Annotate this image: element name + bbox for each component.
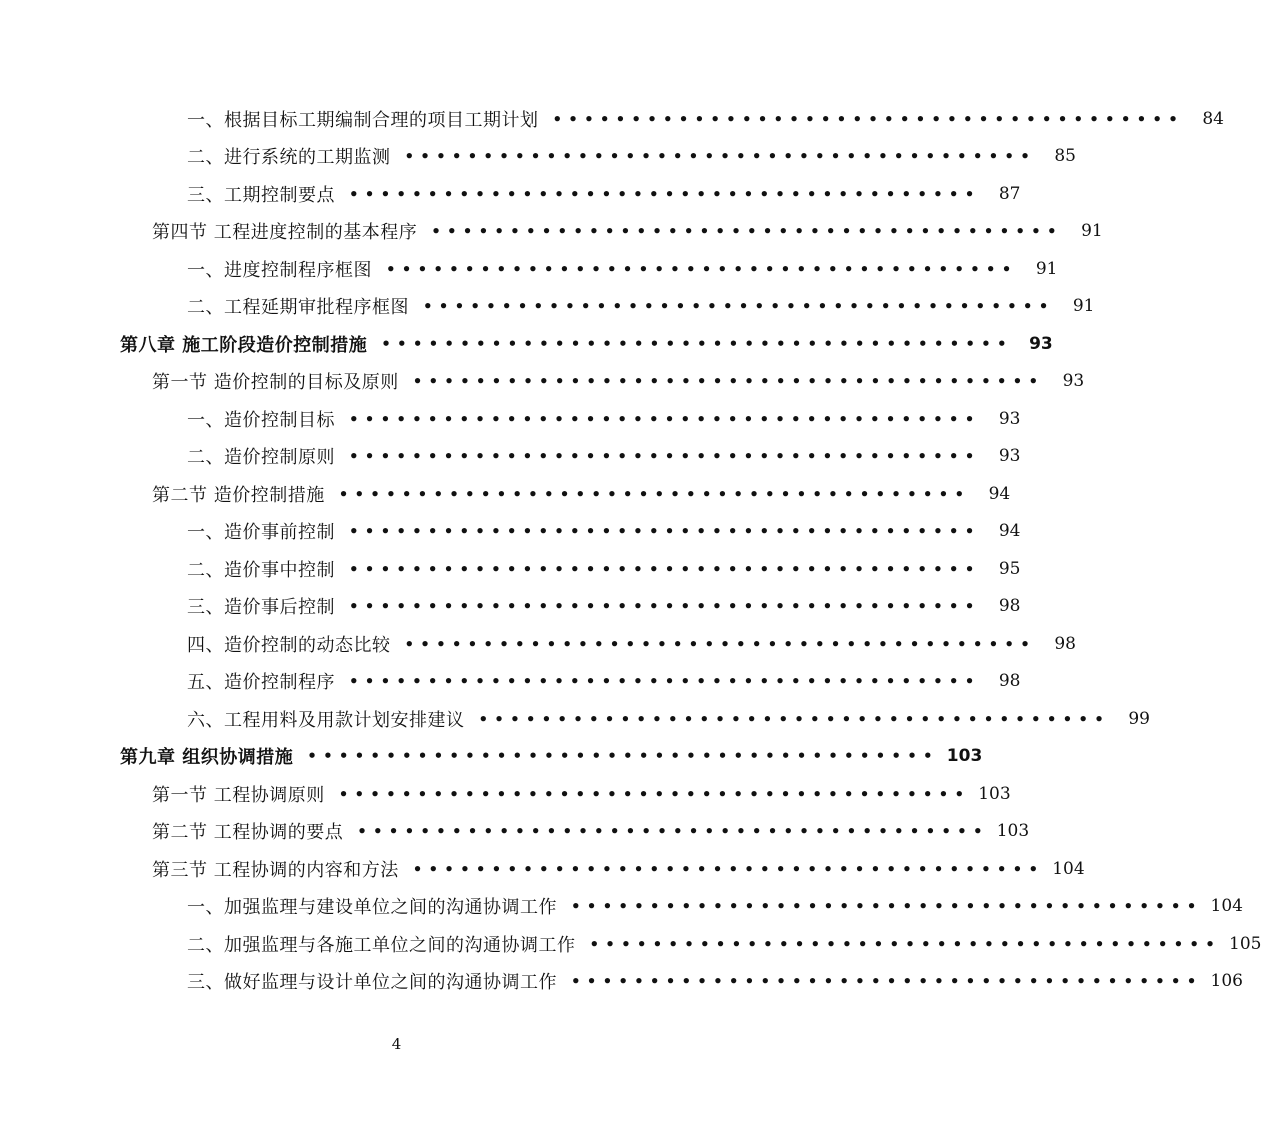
table-of-contents — [0, 100, 1261, 1000]
toc-entry-item[interactable] — [0, 588, 1021, 626]
toc-entry-page: 103 — [996, 821, 1030, 842]
page-number: 4 — [391, 1035, 402, 1053]
toc-entry-page: 103 — [978, 783, 1011, 804]
toc-entry-title: 一、进度控制程序框图 — [187, 259, 372, 281]
toc-entry-title: 一、根据目标工期编制合理的项目工期计划 — [187, 109, 539, 131]
toc-entry-title: 第四节 工程进度控制的基本程序 — [152, 222, 418, 244]
toc-entry-item[interactable] — [0, 175, 1021, 213]
toc-entry-item[interactable] — [0, 700, 1150, 738]
toc-entry-page: 103 — [946, 746, 983, 767]
toc-entry-page: 91 — [1081, 221, 1103, 242]
toc-entry-item[interactable] — [0, 550, 1021, 588]
toc-dot-leader: •••••••••••••••••••••••••••••••••••••••• — [571, 972, 1203, 991]
toc-entry-title: 一、加强监理与建设单位之间的沟通协调工作 — [187, 897, 557, 919]
toc-entry-section[interactable] — [0, 213, 1103, 251]
toc-dot-leader: •••••••••••••••••••••••••••••••••••••••• — [381, 334, 1013, 353]
toc-dot-leader: •••••••••••••••••••••••••••••••••••••••• — [431, 222, 1063, 241]
toc-entry-item[interactable] — [0, 250, 1058, 288]
toc-dot-leader: •••••••••••••••••••••••••••••••••••••••• — [307, 747, 939, 766]
toc-entry-title: 第二节 工程协调的要点 — [152, 822, 344, 844]
toc-entry-page: 91 — [1035, 258, 1058, 279]
toc-entry-item[interactable] — [0, 513, 1021, 551]
toc-entry-page: 98 — [998, 671, 1021, 692]
toc-entry-item[interactable] — [0, 963, 1243, 1001]
toc-dot-leader: •••••••••••••••••••••••••••••••••••••••• — [589, 934, 1221, 953]
toc-entry-title: 四、造价控制的动态比较 — [187, 634, 391, 656]
toc-entry-page: 95 — [998, 558, 1021, 579]
toc-entry-title: 五、造价控制程序 — [187, 672, 335, 694]
toc-dot-leader: •••••••••••••••••••••••••••••••••••••••• — [338, 784, 971, 803]
toc-entry-title: 三、做好监理与设计单位之间的沟通协调工作 — [187, 972, 557, 994]
toc-entry-chapter[interactable] — [0, 325, 1053, 363]
toc-entry-item[interactable] — [0, 400, 1021, 438]
toc-dot-leader: •••••••••••••••••••••••••••••••••••••••• — [349, 559, 981, 578]
toc-entry-chapter[interactable] — [0, 738, 983, 776]
toc-dot-leader: •••••••••••••••••••••••••••••••••••••••• — [349, 522, 981, 541]
toc-entry-section[interactable] — [0, 475, 1011, 513]
toc-entry-item[interactable] — [0, 625, 1076, 663]
toc-entry-page: 98 — [1054, 633, 1076, 654]
toc-entry-page: 93 — [1029, 333, 1053, 354]
toc-entry-item[interactable] — [0, 888, 1243, 926]
toc-dot-leader: •••••••••••••••••••••••••••••••••••••••• — [349, 184, 981, 203]
toc-dot-leader: •••••••••••••••••••••••••••••••••••••••• — [478, 709, 1110, 728]
toc-entry-title: 三、工期控制要点 — [187, 184, 335, 206]
toc-entry-title: 六、工程用料及用款计划安排建议 — [187, 709, 465, 731]
toc-dot-leader: •••••••••••••••••••••••••••••••••••••••• — [404, 634, 1036, 653]
toc-entry-item[interactable] — [0, 663, 1021, 701]
toc-entry-item[interactable] — [0, 438, 1021, 476]
toc-entry-title: 二、加强监理与各施工单位之间的沟通协调工作 — [187, 934, 576, 956]
toc-entry-section[interactable] — [0, 363, 1085, 401]
toc-entry-section[interactable] — [0, 775, 1011, 813]
toc-entry-item[interactable] — [0, 925, 1261, 963]
toc-entry-page: 93 — [998, 408, 1021, 429]
toc-entry-page: 105 — [1229, 933, 1261, 954]
toc-entry-title: 二、造价事中控制 — [187, 559, 335, 581]
toc-dot-leader: •••••••••••••••••••••••••••••••••••••••• — [338, 484, 971, 503]
toc-entry-title: 一、造价控制目标 — [187, 409, 335, 431]
toc-entry-title: 第二节 造价控制措施 — [152, 484, 325, 506]
toc-dot-leader: •••••••••••••••••••••••••••••••••••••••• — [423, 297, 1055, 316]
toc-dot-leader: •••••••••••••••••••••••••••••••••••••••• — [404, 147, 1036, 166]
toc-dot-leader: •••••••••••••••••••••••••••••••••••••••• — [349, 672, 981, 691]
toc-entry-page: 93 — [1062, 371, 1085, 392]
toc-entry-title: 第九章 组织协调措施 — [120, 747, 294, 769]
toc-entry-title: 一、造价事前控制 — [187, 522, 335, 544]
toc-dot-leader: •••••••••••••••••••••••••••••••••••••••• — [412, 859, 1045, 878]
toc-dot-leader: •••••••••••••••••••••••••••••••••••••••• — [357, 822, 989, 841]
toc-dot-leader: •••••••••••••••••••••••••••••••••••••••• — [349, 447, 981, 466]
toc-entry-page: 99 — [1128, 708, 1150, 729]
toc-entry-title: 第八章 施工阶段造价控制措施 — [120, 334, 368, 356]
toc-entry-item[interactable] — [0, 288, 1095, 326]
toc-dot-leader: •••••••••••••••••••••••••••••••••••••••• — [386, 259, 1018, 278]
toc-entry-title: 二、造价控制原则 — [187, 447, 335, 469]
toc-entry-title: 第一节 造价控制的目标及原则 — [152, 372, 399, 394]
toc-entry-item[interactable] — [0, 138, 1076, 176]
toc-entry-title: 二、工程延期审批程序框图 — [187, 297, 409, 319]
toc-dot-leader: •••••••••••••••••••••••••••••••••••••••• — [571, 897, 1203, 916]
toc-entry-page: 104 — [1210, 896, 1243, 917]
toc-entry-item[interactable] — [0, 100, 1224, 138]
toc-dot-leader: •••••••••••••••••••••••••••••••••••••••• — [349, 409, 981, 428]
toc-entry-section[interactable] — [0, 850, 1085, 888]
toc-entry-page: 84 — [1202, 108, 1224, 129]
toc-entry-page: 93 — [998, 446, 1021, 467]
toc-entry-page: 94 — [998, 521, 1021, 542]
toc-entry-page: 91 — [1072, 296, 1095, 317]
toc-entry-title: 第一节 工程协调原则 — [152, 784, 325, 806]
toc-entry-title: 第三节 工程协调的内容和方法 — [152, 859, 399, 881]
toc-entry-page: 98 — [998, 596, 1021, 617]
toc-entry-section[interactable] — [0, 813, 1030, 851]
toc-entry-title: 三、造价事后控制 — [187, 597, 335, 619]
toc-entry-page: 104 — [1052, 858, 1085, 879]
toc-entry-page: 87 — [998, 183, 1021, 204]
toc-entry-page: 94 — [988, 483, 1011, 504]
toc-dot-leader: •••••••••••••••••••••••••••••••••••••••• — [349, 597, 981, 616]
toc-entry-page: 106 — [1210, 971, 1243, 992]
toc-entry-page: 85 — [1054, 146, 1076, 167]
toc-dot-leader: •••••••••••••••••••••••••••••••••••••••• — [552, 109, 1184, 128]
toc-dot-leader: •••••••••••••••••••••••••••••••••••••••• — [412, 372, 1045, 391]
toc-entry-title: 二、进行系统的工期监测 — [187, 147, 391, 169]
